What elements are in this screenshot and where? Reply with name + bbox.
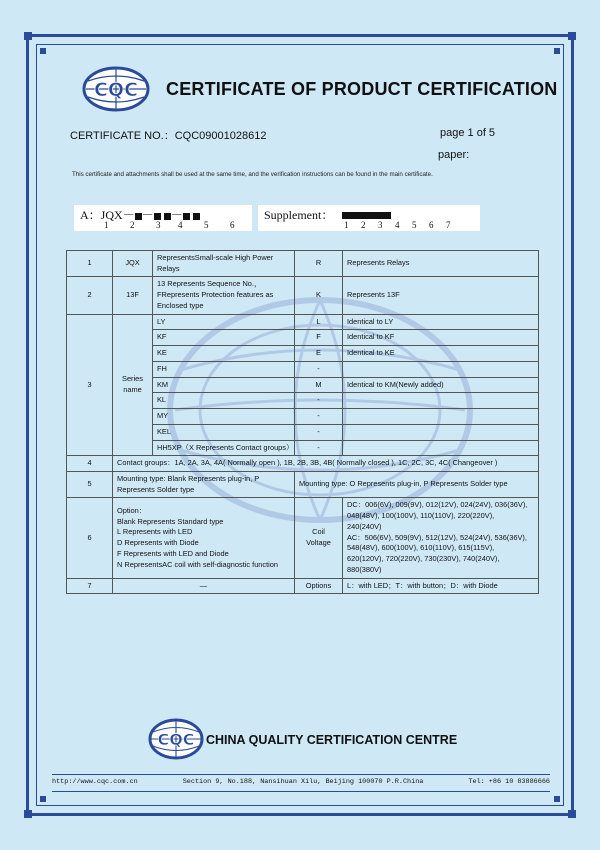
table-row: [67, 314, 539, 330]
corner-mark: [40, 48, 46, 54]
cell: [343, 393, 539, 409]
row-number: 1: [67, 251, 113, 277]
cell: JQX: [113, 251, 153, 277]
corner-mark: [568, 32, 576, 40]
code-digit: 6: [230, 220, 235, 230]
cell: [343, 424, 539, 440]
corner-mark: [24, 810, 32, 818]
centre-name: CHINA QUALITY CERTIFICATION CENTRE: [206, 733, 458, 747]
table-row: [67, 251, 539, 277]
cell: L: [295, 314, 343, 330]
options-cell: [113, 498, 295, 578]
cell: MY: [153, 409, 295, 425]
mounting-left-cell: Mounting type: Blank Represents plug-in, P Represents Solder type: [113, 472, 295, 498]
footer: [52, 778, 550, 786]
logo-text: CQC: [157, 730, 195, 749]
ac-line: 548(48V), 600(100V), 610(110V), 615(115V),: [347, 543, 495, 553]
supplement-label: Supplement：: [264, 208, 334, 222]
ac-line: 620(120V), 720(220V), 730(230V), 740(240V),: [347, 554, 500, 564]
table-row: [67, 456, 539, 472]
cqc-logo-icon: [82, 66, 150, 112]
cell: LY: [153, 314, 295, 330]
supp-digit: 7: [446, 220, 451, 230]
cell: Represents 13F: [343, 277, 539, 314]
cell: [343, 440, 539, 456]
page-title: CERTIFICATE OF PRODUCT CERTIFICATION: [166, 79, 558, 99]
cell: [343, 361, 539, 377]
row-number: 3: [67, 314, 113, 456]
dc-line: DC：006(6V), 009(9V), 012(12V), 024(24V), 036(36V),: [347, 500, 528, 510]
supplement-slots: [342, 207, 391, 222]
certificate-note: This certificate and attachments shall be used at the same time, and the verification instructions can be found in the main certificate.: [72, 171, 433, 178]
footer-divider: [52, 791, 550, 792]
cell: M: [295, 377, 343, 393]
row-number: 5: [67, 472, 113, 498]
row-number: 7: [67, 578, 113, 594]
ac-line: 880(380V): [347, 564, 382, 574]
cell: F: [295, 330, 343, 346]
cell: -: [295, 440, 343, 456]
code-digit: 4: [178, 220, 183, 230]
code-digit: 2: [130, 220, 135, 230]
cell: -: [295, 393, 343, 409]
cell: L：with LED；T：with button；D：with Diode: [343, 578, 539, 594]
cell: K: [295, 277, 343, 314]
cell: Represents Relays: [343, 251, 539, 277]
coil-voltage-label: Coil Voltage: [295, 498, 343, 578]
supplement-code-box: [258, 205, 480, 231]
ac-line: AC：506(6V), 509(9V), 512(12V), 524(24V), 536(36V),: [347, 532, 527, 542]
supp-digit: 4: [395, 220, 400, 230]
supp-digit: 3: [378, 220, 383, 230]
cell: FH: [153, 361, 295, 377]
mounting-right-cell: Mounting type: O Represents plug-in, P Represents Solder type: [295, 472, 539, 498]
model-code-box: [74, 205, 252, 231]
footer-divider: [52, 774, 550, 775]
code-slot: [183, 213, 190, 220]
cell: -: [295, 409, 343, 425]
code-slot: [135, 213, 142, 220]
row-number: 4: [67, 456, 113, 472]
page-indicator: page 1 of 5: [440, 127, 496, 139]
cell: R: [295, 251, 343, 277]
series-name-label: Series name: [113, 314, 153, 456]
paper-label: paper:: [438, 149, 470, 161]
cell: Identical to LY: [343, 314, 539, 330]
cqc-logo-icon: [148, 718, 204, 760]
code-slot: [193, 213, 200, 220]
table-row: [67, 277, 539, 314]
contact-groups-cell: Contact groups：1A, 2A, 3A, 4A( Normally open ), 1B, 2B, 3B, 4B( Normally closed ), 1C, 2C, 3C, 4C( Changeover ): [113, 456, 539, 472]
cell: RepresentsSmall-scale High Power Relays: [153, 251, 295, 277]
footer-tel: Tel: +86 10 83886666: [468, 778, 550, 786]
cell: [343, 409, 539, 425]
footer-url: http://www.cqc.com.cn: [52, 778, 138, 786]
cell: 13F: [113, 277, 153, 314]
row-number: 6: [67, 498, 113, 578]
code-digit: 3: [156, 220, 161, 230]
table-row: [67, 578, 539, 594]
cell: Identical to KM(Newly added): [343, 377, 539, 393]
footer-address: Section 9, No.188, Nansihuan Xilu, Beijing 100070 P.R.China: [182, 778, 424, 786]
options-label: Options: [295, 578, 343, 594]
supp-digit: 1: [344, 220, 349, 230]
option-line: F Represents with LED and Diode: [117, 548, 229, 558]
voltage-cell: [343, 498, 539, 578]
corner-mark: [554, 48, 560, 54]
corner-mark: [24, 32, 32, 40]
row-number: 2: [67, 277, 113, 314]
dc-line: 240(240V): [347, 521, 382, 531]
cell: KEL: [153, 424, 295, 440]
code-slot: [164, 213, 171, 220]
code-slot: [154, 213, 161, 220]
option-line: N RepresentsAC coil with self-diagnostic function: [117, 559, 279, 569]
corner-mark: [40, 796, 46, 802]
cell: KE: [153, 346, 295, 362]
cell: E: [295, 346, 343, 362]
cell: HH5XP（X Represents Contact groups）: [153, 440, 295, 456]
dc-line: 048(48V), 100(100V), 110(110V), 220(220V),: [347, 511, 495, 521]
code-digit: 5: [204, 220, 209, 230]
logo-text: CQC: [93, 79, 139, 101]
option-line: Option：: [117, 505, 147, 515]
model-code-line: A：JQX－ － －: [80, 206, 200, 223]
cell: KM: [153, 377, 295, 393]
option-line: D Represents with Diode: [117, 538, 199, 548]
cell: -: [295, 424, 343, 440]
supp-digit: 2: [361, 220, 366, 230]
certificate-number: CERTIFICATE NO.：CQC09001028612: [70, 130, 267, 142]
specification-table: [66, 250, 539, 594]
cell: 13 Represents Sequence No.，FRepresents Protection features as Enclosed type: [153, 277, 295, 314]
supp-digit: 5: [412, 220, 417, 230]
code-digit: 1: [104, 220, 109, 230]
cell: Identical to KE: [343, 346, 539, 362]
model-code-prefix: A：JQX－: [80, 208, 135, 222]
table-row: [67, 498, 539, 578]
cell: -: [295, 361, 343, 377]
cell: KL: [153, 393, 295, 409]
option-line: L Represents with LED: [117, 527, 193, 537]
option-line: Blank Represents Standard type: [117, 516, 224, 526]
corner-mark: [568, 810, 576, 818]
cell: Identical to KF: [343, 330, 539, 346]
table-row: [67, 472, 539, 498]
cell: KF: [153, 330, 295, 346]
corner-mark: [554, 796, 560, 802]
supp-digit: 6: [429, 220, 434, 230]
cell: —: [113, 578, 295, 594]
